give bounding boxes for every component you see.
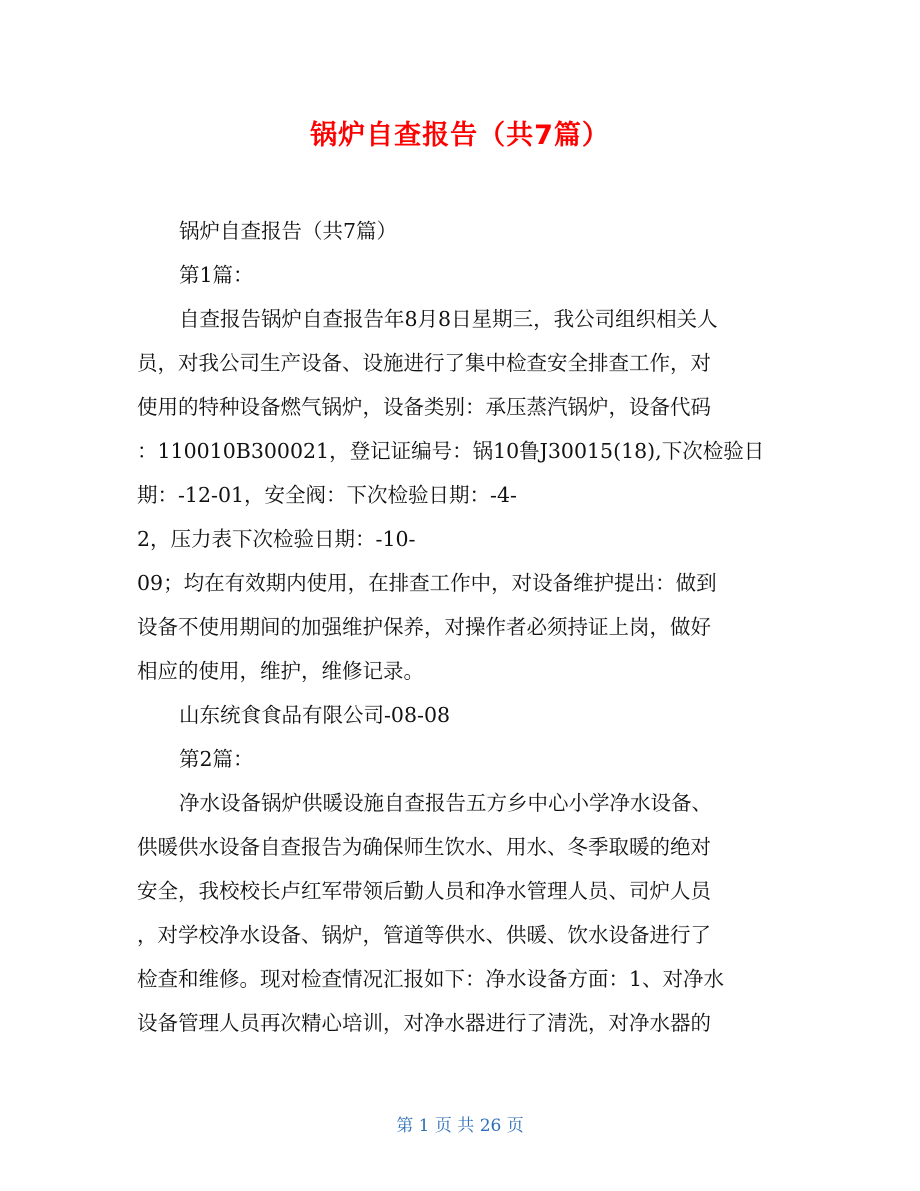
body-line: 设备不使用期间的加强维护保养，对操作者必须持证上岗，做好 xyxy=(137,615,711,639)
body-line: 设备管理人员再次精心培训，对净水器进行了清洗，对净水器的 xyxy=(137,1011,711,1035)
body-line: 安全，我校校长卢红军带领后勤人员和净水管理人员、司炉人员 xyxy=(137,879,711,903)
body-line: 09；均在有效期内使用，在排查工作中，对设备维护提出：做到 xyxy=(137,571,717,595)
body-line: ，对学校净水设备、锅炉，管道等供水、供暖、饮水设备进行了 xyxy=(137,923,711,947)
document-title: 锅炉自查报告（共7篇） xyxy=(310,120,610,151)
body-line: 自查报告锅炉自查报告年8月8日星期三，我公司组织相关人 xyxy=(179,307,718,331)
body-line: 检查和维修。现对检查情况汇报如下：净水设备方面：1、对净水 xyxy=(137,967,725,991)
body-line-subtitle: 锅炉自查报告（共7篇） xyxy=(179,219,398,243)
body-line: 期：-12-01，安全阀：下次检验日期：-4- xyxy=(137,483,517,507)
body-line: 净水设备锅炉供暖设施自查报告五方乡中心小学净水设备、 xyxy=(179,791,712,815)
document-body xyxy=(137,209,789,1045)
section-heading-2: 第2篇： xyxy=(179,747,254,771)
body-line: 供暖供水设备自查报告为确保师生饮水、用水、冬季取暖的绝对 xyxy=(137,835,711,859)
body-line: ：110010B300021，登记证编号：锅10鲁J30015(18),下次检验日 xyxy=(137,439,765,463)
body-line: 使用的特种设备燃气锅炉，设备类别：承压蒸汽锅炉，设备代码 xyxy=(137,395,711,419)
company-signature: 山东统食食品有限公司-08-08 xyxy=(179,703,451,727)
body-line: 相应的使用，维护，维修记录。 xyxy=(137,659,424,683)
body-line: 员，对我公司生产设备、设施进行了集中检查安全排查工作，对 xyxy=(137,351,711,375)
page-number-footer: 第 1 页 共 26 页 xyxy=(396,1116,524,1136)
section-heading-1: 第1篇： xyxy=(179,263,254,287)
body-line: 2，压力表下次检验日期：-10- xyxy=(137,527,416,551)
